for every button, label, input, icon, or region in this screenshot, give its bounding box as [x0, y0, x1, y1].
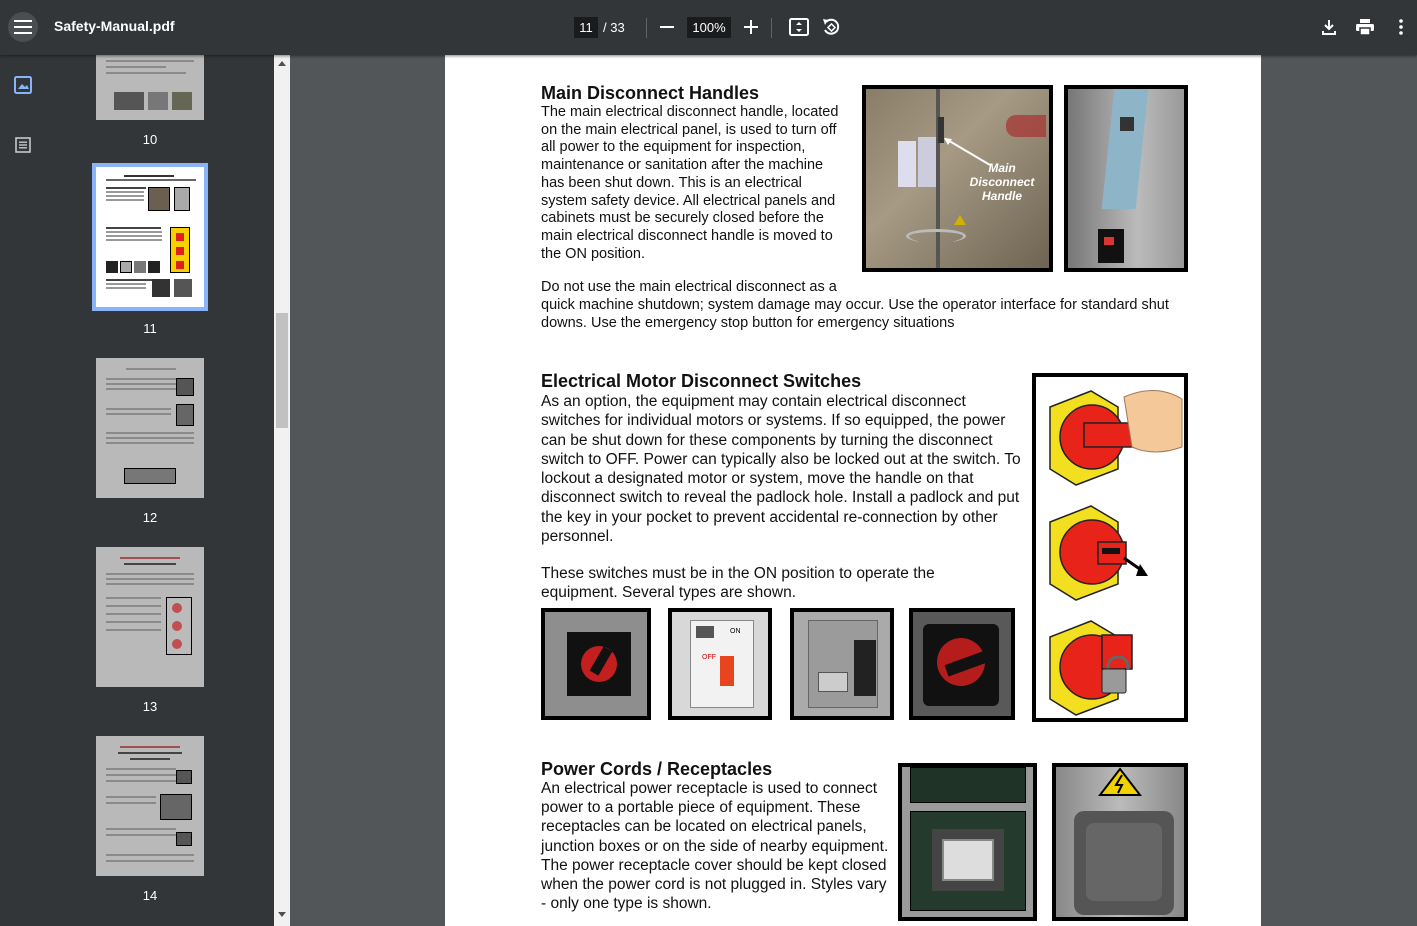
- switch-photo-4: [909, 608, 1015, 720]
- minus-icon: [660, 20, 674, 34]
- lockout-steps-graphic: [1036, 377, 1184, 718]
- switch-on-label: ON: [730, 628, 741, 635]
- switch-photo-3: [790, 608, 894, 720]
- pdf-page: [445, 55, 1261, 926]
- thumbnail-label: 13: [142, 699, 158, 714]
- switch-off-label: OFF: [702, 654, 716, 661]
- pdf-toolbar: [0, 0, 1417, 55]
- rotate-button[interactable]: [818, 14, 844, 40]
- page-total: / 33: [603, 20, 625, 35]
- image-icon: [14, 76, 32, 94]
- section-body: The main electrical disconnect handle, located on the main electrical panel, is used to turn off all power to the equipment for inspection, maintenance or sanitation after the machine has been shut down. This is an electrical system safety device. All electrical panels and cabinets must be securely closed before the main electrical disconnect handle is moved to the ON position.: [541, 104, 839, 262]
- section-heading: Electrical Motor Disconnect Switches: [541, 371, 862, 391]
- section-body: These switches must be in the ON position to operate the equipment. Several types are shown.: [541, 565, 935, 602]
- outline-tab[interactable]: [12, 134, 34, 156]
- rotate-icon: [821, 17, 841, 37]
- fit-page-icon: [789, 18, 809, 36]
- outline-icon: [15, 137, 31, 153]
- zoom-input[interactable]: 100%: [687, 17, 731, 38]
- thumbnail-panel: [44, 55, 274, 926]
- zoom-in-button[interactable]: [738, 14, 764, 40]
- section-body: quick machine shutdown; system damage may occur. Use the operator interface for standard shut downs. Use the emergency stop button for emergency situations: [541, 297, 1169, 331]
- thumbnail-page-12[interactable]: [96, 358, 204, 498]
- thumbnails-tab[interactable]: [12, 74, 34, 96]
- document-title: Safety-Manual.pdf: [54, 18, 175, 34]
- more-vert-icon: [1399, 19, 1403, 35]
- thumbnail-label: 14: [142, 888, 158, 903]
- switch-photo-2: [668, 608, 772, 720]
- toolbar-divider: [771, 18, 772, 38]
- hamburger-icon: [14, 20, 32, 34]
- warning-icon: [1098, 767, 1142, 797]
- thumbnail-page-10[interactable]: [96, 55, 204, 120]
- page-number-input[interactable]: 11: [574, 17, 598, 38]
- more-options-button[interactable]: [1388, 14, 1414, 40]
- scroll-up-arrow[interactable]: [278, 61, 286, 66]
- scrollbar-thumb[interactable]: [276, 313, 288, 428]
- main-disconnect-photo: [862, 85, 1053, 272]
- thumbnail-label: 11: [143, 321, 157, 336]
- download-button[interactable]: [1316, 14, 1342, 40]
- sidebar-rail: [0, 55, 44, 926]
- lockout-illustration: [1032, 373, 1188, 722]
- thumbnail-page-14[interactable]: [96, 736, 204, 876]
- thumbnail-scrollbar[interactable]: [274, 55, 290, 926]
- fit-page-button[interactable]: [786, 14, 812, 40]
- disconnect-handle-photo: [1064, 85, 1188, 272]
- thumbnail-page-13[interactable]: [96, 547, 204, 687]
- zoom-out-button[interactable]: [654, 14, 680, 40]
- thumbnail-page-11[interactable]: [92, 163, 208, 311]
- section-body: Do not use the main electrical disconnect as a: [541, 279, 837, 295]
- photo-caption: Main Disconnect Handle: [969, 161, 1035, 203]
- scroll-down-arrow[interactable]: [278, 912, 286, 917]
- download-icon: [1321, 19, 1337, 35]
- section-heading: Main Disconnect Handles: [541, 83, 760, 103]
- section-body: An electrical power receptacle is used to connect power to a portable piece of equipment. These receptacles can be located on electrical panels, junction boxes or on the side of nearby equipment. The power receptacle cover should be kept closed when the power cord is not plugged in. Styles vary - only one type is shown.: [541, 780, 889, 913]
- menu-button[interactable]: [8, 12, 38, 42]
- section-body: As an option, the equipment may contain electrical disconnect switches for individual motors or systems. If so equipped, the power can be shut down for these components by turning the disconnect switch to OFF. Power can typically also be locked out at the switch. To lockout a designated motor or system, move the handle on that disconnect switch to reveal the padlock hole. Install a padlock and put the key in your pocket to prevent accidental re-connection by other personnel.: [541, 393, 1021, 546]
- thumbnail-label: 12: [142, 510, 158, 525]
- thumbnail-label: 10: [142, 132, 158, 147]
- section-heading: Power Cords / Receptacles: [541, 759, 773, 779]
- plus-icon: [744, 20, 758, 34]
- print-button[interactable]: [1352, 14, 1378, 40]
- switch-photo-1: [541, 608, 651, 720]
- toolbar-divider: [646, 18, 647, 38]
- receptacle-open-photo: [898, 763, 1037, 921]
- receptacle-closed-photo: [1052, 763, 1188, 921]
- print-icon: [1356, 19, 1374, 35]
